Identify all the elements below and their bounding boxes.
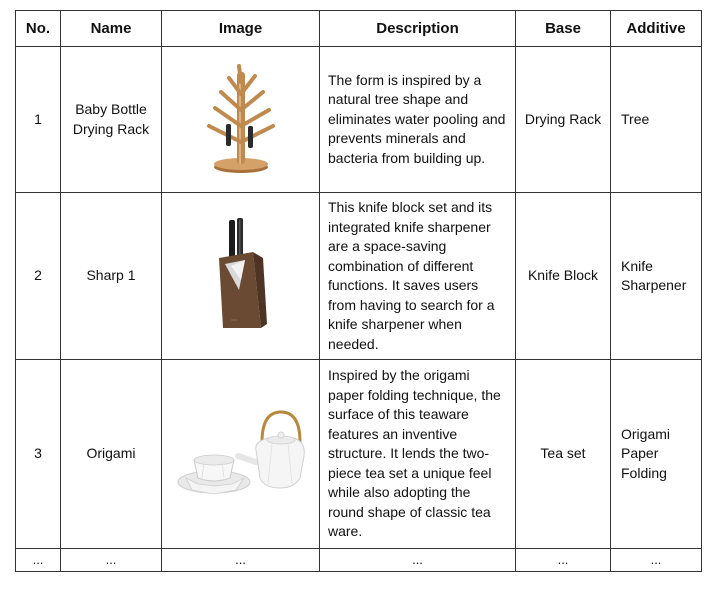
header-base: Base bbox=[516, 11, 611, 47]
product-name: Origami bbox=[61, 360, 162, 549]
table-row bbox=[16, 193, 702, 360]
ellipsis-cell: ... bbox=[516, 549, 611, 572]
additive-text: Tree bbox=[621, 110, 650, 127]
product-description bbox=[320, 193, 516, 360]
tree-drying-rack-image bbox=[201, 64, 281, 176]
product-base: Tea set bbox=[516, 360, 611, 549]
table-row bbox=[16, 360, 702, 549]
origami-tea-set-image bbox=[176, 404, 306, 504]
row-number: 3 bbox=[16, 360, 61, 549]
product-description bbox=[320, 47, 516, 193]
product-base: Knife Block bbox=[516, 193, 611, 360]
ellipsis-cell: ... bbox=[16, 549, 61, 572]
table-row bbox=[16, 47, 702, 193]
product-image-cell bbox=[162, 47, 320, 193]
product-image-cell bbox=[162, 193, 320, 360]
product-additive bbox=[611, 193, 702, 360]
product-additive bbox=[611, 47, 702, 193]
product-description bbox=[320, 360, 516, 549]
description-text: Inspired by the origami paper folding technique, the surface of this teaware features an inventive structure. It lends the two-piece tea set a unique feel while also adopting the round shape of classic tea ware. bbox=[328, 367, 501, 540]
product-table bbox=[15, 10, 702, 572]
ellipsis-cell: ... bbox=[61, 549, 162, 572]
row-number: 1 bbox=[16, 47, 61, 193]
description-text: The form is inspired by a natural tree shape and eliminates water pooling and prevents minerals and bacteria from building up. bbox=[328, 71, 506, 166]
product-name: Sharp 1 bbox=[61, 193, 162, 360]
ellipsis-cell: ... bbox=[162, 549, 320, 572]
header-no: No. bbox=[16, 11, 61, 47]
description-text: This knife block set and its integrated knife sharpener are a space-saving combination of different functions. It saves users from having to search for a knife sharpener when needed. bbox=[328, 199, 495, 352]
header-name: Name bbox=[61, 11, 162, 47]
ellipsis-row bbox=[16, 549, 702, 572]
header-description: Description bbox=[320, 11, 516, 47]
header-row bbox=[16, 11, 702, 47]
ellipsis-cell: ... bbox=[611, 549, 702, 572]
product-name: Baby Bottle Drying Rack bbox=[61, 47, 162, 193]
header-additive: Additive bbox=[611, 11, 702, 47]
product-additive bbox=[611, 360, 702, 549]
additive-text: Knife Sharpener bbox=[621, 257, 687, 293]
additive-text: Origami Paper Folding bbox=[621, 425, 671, 481]
product-base: Drying Rack bbox=[516, 47, 611, 193]
row-number: 2 bbox=[16, 193, 61, 360]
product-image-cell bbox=[162, 360, 320, 549]
ellipsis-cell: ... bbox=[320, 549, 516, 572]
knife-block-image bbox=[201, 216, 281, 336]
header-image: Image bbox=[162, 11, 320, 47]
